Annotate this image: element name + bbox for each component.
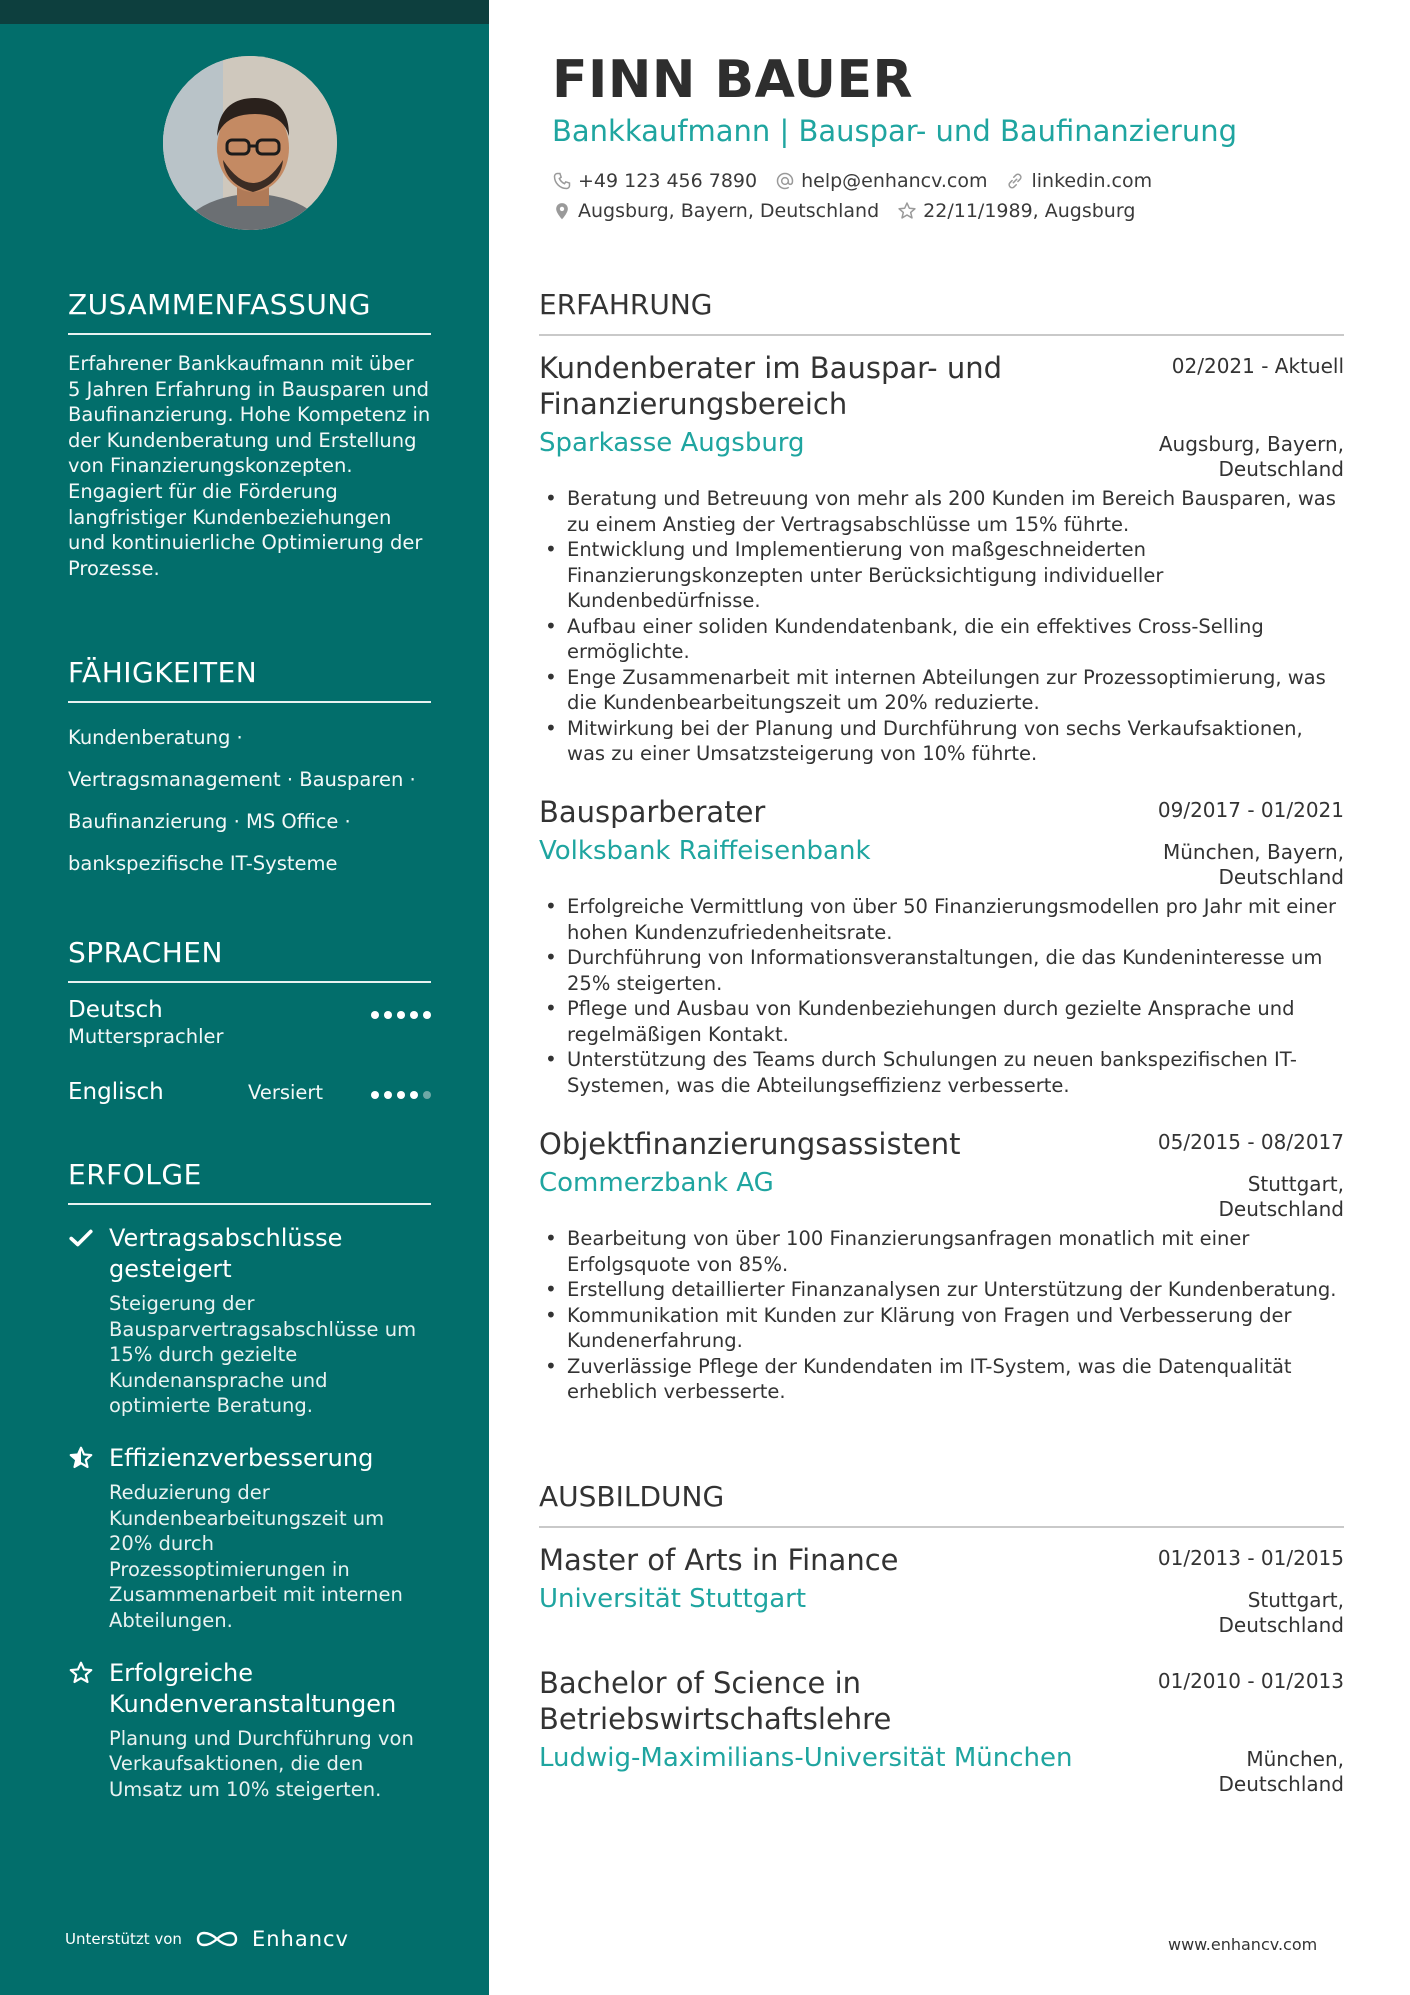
job-bullets [539,486,1344,767]
location-pin-icon [552,201,572,221]
location-line: Deutschland [1218,865,1344,889]
achievement-title: Effizienzverbesserung [109,1443,374,1472]
location-line: München, Bayern, [1163,840,1344,864]
job-date: 02/2021 - Aktuell [1171,354,1344,378]
location-line: Deutschland [1218,1197,1344,1221]
skill-line: Kundenberatung · [68,726,243,749]
contact-birth [897,200,1135,222]
achievement-title: Vertragsabschlüsse gesteigert [109,1224,343,1283]
bullet-item: • Erfolgreiche Vermittlung von über 50 Finanzierungsmodellen pro Jahr mit einer hohen Kundenzufriedenheitsrate. [539,894,1344,945]
achievement-desc: Reduzierung der Kundenbearbeitungszeit um 20% durch Prozessoptimierungen in Zusammenarbeit mit internen Abteilungen. [109,1480,403,1632]
star-outline-icon [897,201,917,221]
degree-title: Master of Arts in Finance [539,1543,899,1577]
language-level-dots [371,1091,431,1099]
location-line: Stuttgart, [1247,1588,1344,1612]
powered-by [65,1927,349,1951]
phone-icon [552,171,572,191]
company-name: Commerzbank AG [539,1168,774,1198]
location-line: Deutschland [1218,1613,1344,1637]
summary-title: ZUSAMMENFASSUNG [68,288,431,335]
sidebar [0,0,489,1995]
level-dot [423,1011,431,1019]
achievements-title: ERFOLGE [68,1158,431,1205]
skill-line: Vertragsmanagement · Bausparen · [68,768,416,791]
location-line: Deutschland [1218,1772,1344,1796]
job-title: Kundenberater im Bauspar- und Finanzierungsbereich [539,351,1003,421]
achievements-section [68,1158,431,1802]
experience-title: ERFAHRUNG [539,288,1344,336]
bullet-item: • Mitwirkung bei der Planung und Durchführung von sechs Verkaufsaktionen, was zu einer Umsatzsteigerung von 10% führte. [539,716,1344,767]
summary-text: Erfahrener Bankkaufmann mit über 5 Jahren Erfahrung in Bausparen und Baufinanzierung. Hohe Kompetenz in der Kundenberatung und Erstellung von Finanzierungskonzepten. Engagiert für die Förderung langfristiger Kundenbeziehungen und kontinuierliche Optimierung der Prozesse. [68,352,431,580]
level-dot [371,1011,379,1019]
location-line: Deutschland [1218,457,1344,481]
candidate-name: FINN BAUER [552,50,914,110]
level-dot [384,1011,392,1019]
school-location [1219,1747,1345,1797]
bullet-item: • Bearbeitung von über 100 Finanzierungsanfragen monatlich mit einer Erfolgsquote von 85%. [539,1226,1344,1277]
location-line: München, [1246,1747,1344,1771]
contact-email[interactable] [775,170,987,192]
job-date: 05/2015 - 08/2017 [1157,1130,1344,1154]
enhancv-logo-icon [194,1927,240,1951]
bullet-item: • Zuverlässige Pflege der Kundendaten im IT-System, was die Datenqualität erheblich verbesserte. [539,1354,1344,1405]
degree-date: 01/2010 - 01/2013 [1157,1669,1344,1693]
level-dot [397,1011,405,1019]
job-location [1159,432,1344,482]
achievement-item [68,1443,431,1634]
school-name: Universität Stuttgart [539,1584,807,1614]
contact-row [552,200,1135,222]
achievement-item [68,1223,431,1419]
linkedin-text: linkedin.com [1031,170,1153,192]
language-level: Versiert [248,1081,324,1104]
profile-photo [163,56,337,230]
location-line: Augsburg, Bayern, [1158,432,1344,456]
bullet-item: • Aufbau einer soliden Kundendatenbank, die ein effektives Cross-Selling ermöglichte. [539,614,1344,665]
bullet-item: • Enge Zusammenarbeit mit internen Abteilungen zur Prozessoptimierung, was die Kundenbearbeitungszeit um 20% reduzierte. [539,665,1344,716]
footer-url[interactable]: www.enhancv.com [1168,1935,1318,1954]
skill-line: Baufinanzierung · MS Office · [68,810,351,833]
job-bullets [539,894,1344,1098]
bullet-item: • Durchführung von Informationsveranstaltungen, die das Kundeninteresse um 25% steigerten. [539,945,1344,996]
candidate-role: Bankkaufmann | Bauspar- und Baufinanzierung [552,114,1237,148]
summary-section [68,288,431,581]
main-content [539,0,1344,1995]
contact-row [552,170,1152,192]
school-location [1219,1588,1345,1638]
language-item [68,997,431,1079]
languages-title: SPRACHEN [68,936,431,983]
sidebar-top-bar [0,0,489,24]
company-name: Volksbank Raiffeisenbank [539,836,871,866]
job-title: Bausparberater [539,795,766,829]
bullet-item: • Beratung und Betreuung von mehr als 200 Kunden im Bereich Bausparen, was zu einem Anstieg der Vertragsabschlüsse um 15% führte. [539,486,1344,537]
skills-list [68,717,431,885]
education-title: AUSBILDUNG [539,1480,1344,1528]
star-half-icon [68,1445,94,1471]
location-line: Stuttgart, [1247,1172,1344,1196]
contact-location [552,200,879,222]
degree-title: Bachelor of Science in Betriebswirtschaftslehre [539,1666,892,1736]
bullet-item: • Erstellung detaillierter Finanzanalysen zur Unterstützung der Kundenberatung. [539,1277,1344,1303]
achievement-desc: Planung und Durchführung von Verkaufsaktionen, die den Umsatz um 10% steigerten. [109,1726,414,1801]
achievement-item [68,1658,431,1803]
achievement-desc: Steigerung der Bausparvertragsabschlüsse um 15% durch gezielte Kundenansprache und optimierte Beratung. [109,1292,417,1418]
bullet-item: • Kommunikation mit Kunden zur Klärung von Fragen und Verbesserung der Kundenerfahrung. [539,1303,1344,1354]
skills-title: FÄHIGKEITEN [68,656,431,703]
contact-phone[interactable] [552,170,757,192]
school-name: Ludwig-Maximilians-Universität München [539,1743,1073,1773]
level-dot [410,1011,418,1019]
language-level: Muttersprachler [68,1025,224,1048]
job-location [1163,840,1344,890]
bullet-item: • Entwicklung und Implementierung von maßgeschneiderten Finanzierungskonzepten unter Berücksichtigung individueller Kundenbedürfnisse. [539,537,1344,614]
phone-text: +49 123 456 7890 [578,170,758,192]
job-bullets [539,1226,1344,1405]
job-title: Objektfinanzierungsassistent [539,1127,961,1161]
star-icon [68,1660,94,1686]
job-location [1219,1172,1345,1222]
company-name: Sparkasse Augsburg [539,428,805,458]
achievement-title: Erfolgreiche Kundenveranstaltungen [109,1658,397,1718]
degree-date: 01/2013 - 01/2015 [1157,1546,1344,1570]
level-dot [371,1091,379,1099]
email-text: help@enhancv.com [801,170,988,192]
check-icon [68,1225,94,1251]
bullet-item: • Pflege und Ausbau von Kundenbeziehungen durch gezielte Ansprache und regelmäßigen Kontakt. [539,996,1344,1047]
language-name: Englisch [68,1079,164,1105]
job-date: 09/2017 - 01/2021 [1157,798,1344,822]
birth-text: 22/11/1989, Augsburg [923,200,1136,222]
location-text: Augsburg, Bayern, Deutschland [578,200,880,222]
bullet-item: • Unterstützung des Teams durch Schulungen zu neuen bankspezifischen IT-Systemen, was die Abteilungseffizienz verbesserte. [539,1047,1344,1098]
language-name: Deutsch [68,997,163,1023]
language-item [68,1079,431,1161]
at-icon [775,171,795,191]
level-dot [384,1091,392,1099]
language-level-dots [371,1011,431,1019]
powered-label: Unterstützt von [65,1930,182,1948]
link-icon [1005,171,1025,191]
languages-section [68,936,431,1161]
level-dot [397,1091,405,1099]
level-dot [410,1091,418,1099]
skills-section [68,656,431,885]
skill-line: bankspezifische IT-Systeme [68,852,338,875]
powered-brand: Enhancv [251,1927,349,1951]
level-dot [423,1091,431,1099]
contact-linkedin[interactable] [1005,170,1152,192]
